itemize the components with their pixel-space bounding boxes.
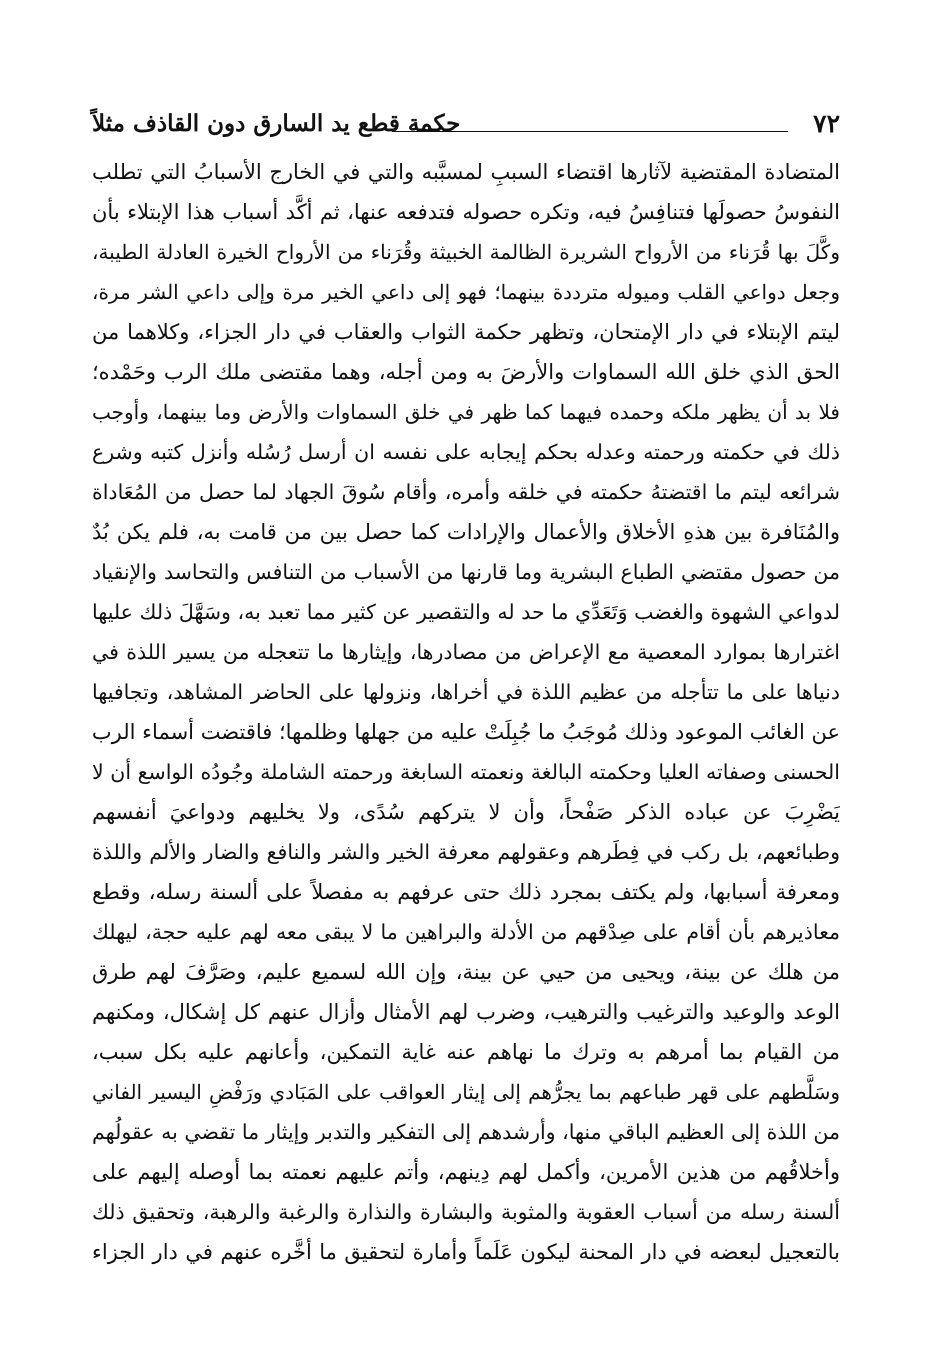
text-line: الوعد والوعيد والترغيب والترهيب، وضرب لهم الأمثال وأزال عنهم كل إشكال، ومكنهم	[92, 1000, 840, 1024]
text-line: المتضادة المقتضية لآثارها اقتضاء السببِ لمسبَّبه والتي في الخارج الأسبابُ التي تطلب	[92, 160, 840, 184]
page-number: ٧٢	[813, 109, 840, 138]
text-line: وسَلَّطهم على قهر طباعهم بما يجرُّهم إلى إيثار العواقب على المَبَادي ورَفْضِ اليسير الفاني	[92, 1080, 840, 1104]
text-line: يَضْرِبَ عن عباده الذكر صَفْحاً، وأن لا يتركهم سُدًى، ولا يخليهم ودواعيَ أنفسهم	[92, 800, 840, 824]
text-line: ألسنة رسله من أسباب العقوبة والمثوبة والبشارة والنذارة والرغبة والرهبة، وتحقيق ذلك	[92, 1200, 840, 1224]
text-line: الحق الذي خلق الله السماوات والأرضَ به ومن أجله، وهما مقتضى ملك الرب وحَمْده؛	[92, 360, 840, 384]
text-line: والمُنَافرة بين هذهِ الأخلاق والأعمال والإرادات كما حصل بين من قامت به، فلم يكن بُدٌ	[92, 520, 840, 544]
text-line: اغترارها بموارد المعصية مع الإعراض من مصادرها، وإيثارها ما تتعجله من يسير اللذة في	[92, 640, 840, 664]
text-line: من هلك عن بينة، ويحيى من حيي عن بينة، وإن الله لسميع عليم، وصَرَّفَ لهم طرق	[92, 960, 840, 984]
text-line: فلا بد أن يظهر ملكه وحمده فيهما كما ظهر في خلق السماوات والأرض وما بينهما، وأوجب	[92, 400, 840, 424]
text-line: بالتعجيل لبعضه في دار المحنة ليكون عَلَماً وأمارة لتحقيق ما أخَّره عنهم في دار الجزاء	[92, 1240, 840, 1264]
text-line: عن الغائب الموعود وذلك مُوجَبُ ما جُبِلَتْ عليه من جهلها وظلمها؛ فاقتضت أسماء الرب	[92, 720, 840, 744]
text-line: ومعرفة أسبابها، ولم يكتف بمجرد ذلك حتى عرفهم به مفصلاً على ألسنة رسله، وقطع	[92, 880, 840, 904]
text-line: وأخلاقُهم من هذين الأمرين، وأكمل لهم دِينهم، وأتم عليهم نعمته بما أوصله إليهم على	[92, 1160, 840, 1184]
body-text	[92, 152, 840, 1272]
text-line: من القيام بما أمرهم به وترك ما نهاهم عنه غاية التمكين، وأعانهم عليه بكل سبب،	[92, 1040, 840, 1064]
text-line: دنياها على ما تتأجله من عظيم اللذة في أخراها، ونزولها على الحاضر المشاهد، وتجافيها	[92, 680, 840, 704]
text-line: وكَّلَ بها قُرَناء من الأرواح الشريرة الظالمة الخبيثة وقُرَناء من الأرواح الخيرة العادلة الطيبة،	[92, 240, 840, 264]
text-line: شرائعه ليتم ما اقتضتهُ حكمته في خلقه وأمره، وأقام سُوقَ الجهاد لما حصل من المُعَاداة	[92, 480, 840, 504]
text-line: الحسنى وصفاته العليا وحكمته البالغة ونعمته السابغة ورحمته الشاملة وجُودُه الواسع أن لا	[92, 760, 840, 784]
text-line: من حصول مقتضي الطباع البشرية وما قارنها من الأسباب من التنافس والتحاسد والإنقياد	[92, 560, 840, 584]
page-header	[92, 104, 840, 144]
text-line: معاذيرهم بأن أقام على صِدْقهم من الأدلة والبراهين ما لا يبقى معه لهم عليه حجة، ليهلك	[92, 920, 840, 944]
text-line: ليتم الإبتلاء في دار الإمتحان، وتظهر حكمة الثواب والعقاب في دار الجزاء، وكلاهما من	[92, 320, 840, 344]
text-line: لدواعي الشهوة والغضب وَتَعَدِّي ما حد له والتقصير عن كثير مما تعبد به، وسَهَّلَ ذلك عليها	[92, 600, 840, 624]
text-line: ذلك في حكمته ورحمته وعدله بحكم إيجابه على نفسه ان أرسل رُسُله وأنزل كتبه وشرع	[92, 440, 840, 464]
running-title: حكمة قطع يد السارق دون القاذف مثلاً	[92, 110, 461, 137]
text-line: من اللذة إلى العظيم الباقي منها، وأرشدهم إلى التفكير والتدبر وإيثار ما تقضي به عقولُهم	[92, 1120, 840, 1144]
text-line: النفوسُ حصولَها فتنافِسُ فيه، وتكره حصوله فتدفعه عنها، ثم أكَّد أسباب هذا الإبتلاء بأن	[92, 200, 840, 224]
text-line: وجعل دواعي القلب وميوله مترددة بينهما؛ فهو إلى داعي الخير مرة وإلى داعي الشر مرة،	[92, 280, 840, 304]
text-line: وطبائعهم، بل ركب في فِطَرهم وعقولهم معرفة الخير والشر والنافع والضار والألم واللذة	[92, 840, 840, 864]
